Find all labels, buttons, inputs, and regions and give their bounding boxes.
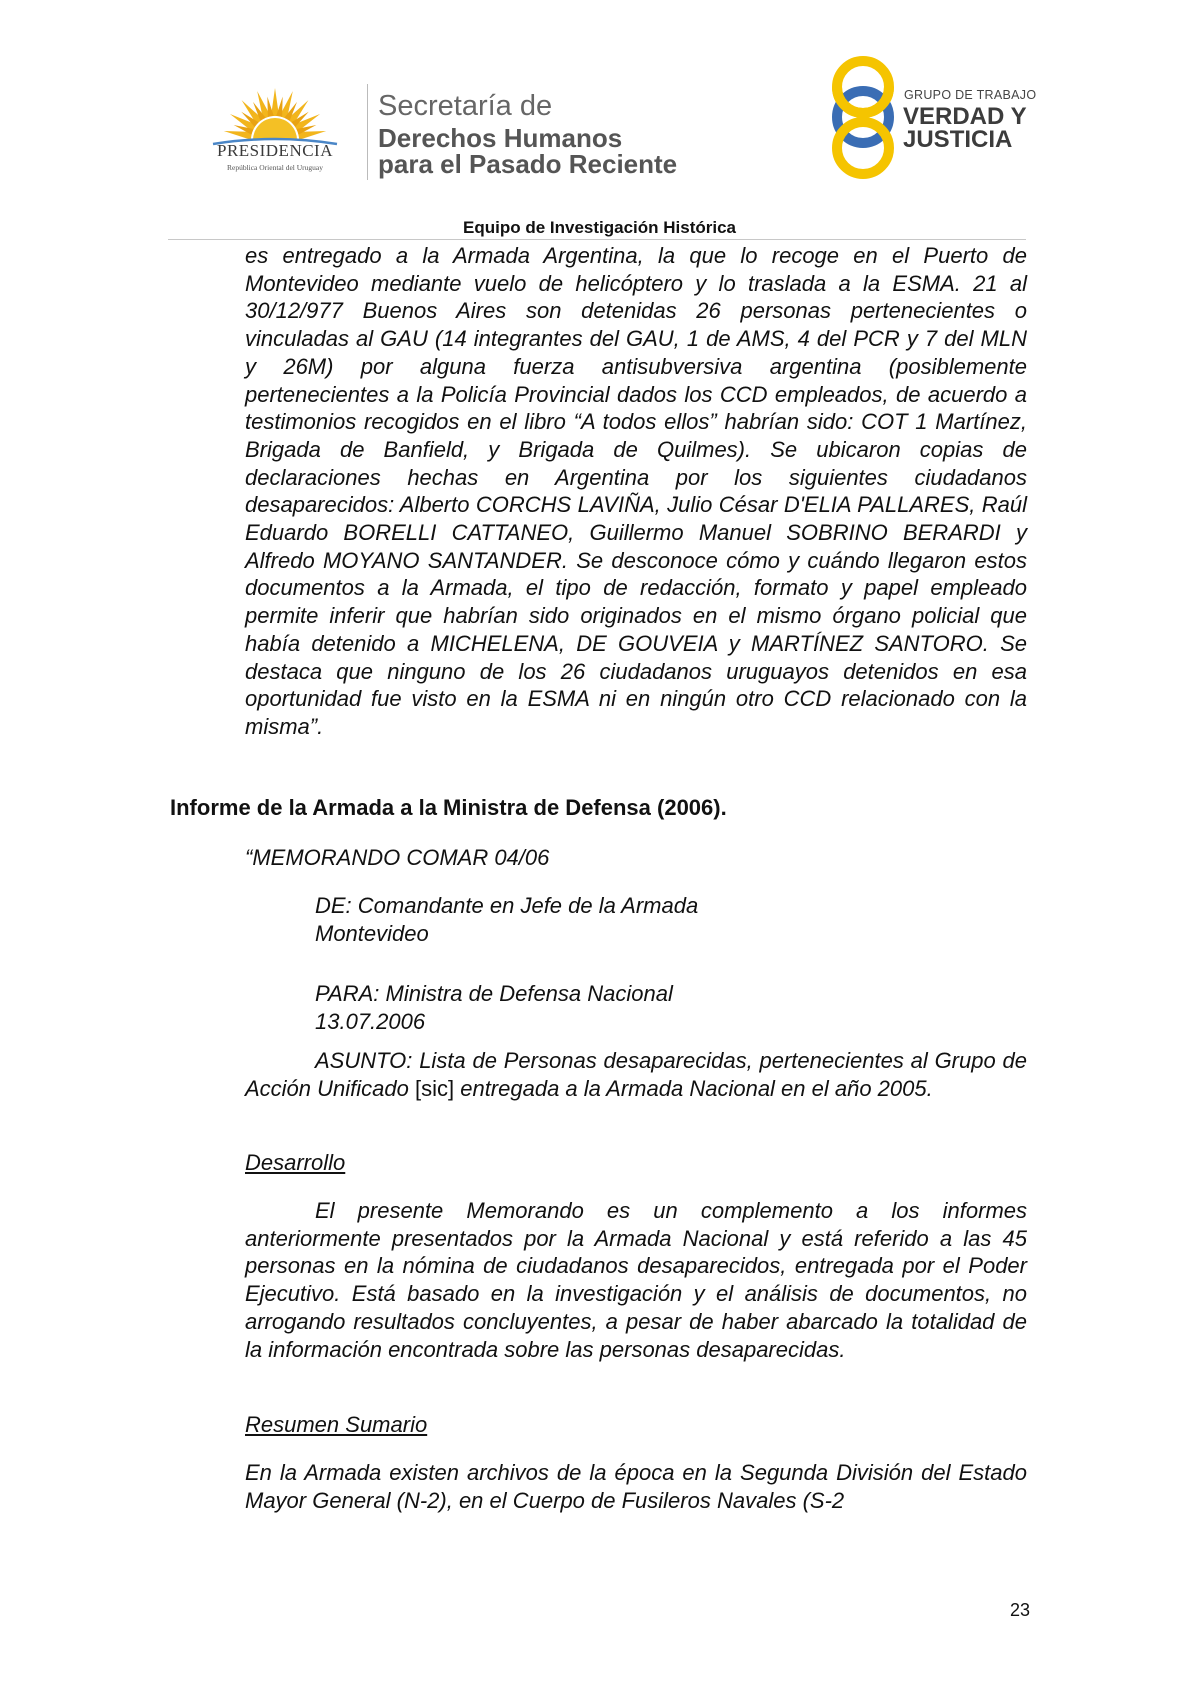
quoted-paragraph: es entregado a la Armada Argentina, la que lo recoge en el Puerto de Montevideo mediante vuelo de helicóptero y lo traslada a la ESMA. 21 al 30/12/977 Buenos Aires son detenidas 26 personas pertenecientes o vinculadas al GAU (14 integrantes del GAU, 1 de AMS, 4 del PCR y 7 del MLN y 26M) por alguna fuerza antisubversiva argentina (posiblemente pertenecientes a la Policía Provincial dados los CCD empleados, de acuerdo a testimonios recogidos en el libro “A todos ellos” habrían sido: COT 1 Martínez, Brigada de Banfield, y Brigada de Quilmes). Se ubicaron copias de declaraciones hechas en Argentina por los siguientes ciudadanos desaparecidos: Alberto CORCHS LAVIÑA, Julio César D'ELIA PALLARES, Raúl Eduardo BORELLI CATTANEO, Guillermo Manuel SOBRINO BERARDI y Alfredo MOYANO SANTANDER. Se desconoce cómo y cuándo llegaron estos documentos a la Armada, el tipo de redacción, formato y papel empleado permite inferir que habrían sido originados en el mismo órgano policial que había detenido a MICHELENA, DE GOUVEIA y MARTÍNEZ SANTORO. Se destaca que ninguno de los 26 ciudadanos uruguayos detenidos en esa oportunidad fue visto en la ESMA ni en ningún otro CCD relacionado con la misma”. <box>245 243 1027 739</box>
memo-subject-b: entregada a la Armada Nacional en el año 2005. <box>454 1075 933 1101</box>
secretaria-line-3: para el Pasado Reciente <box>378 149 678 179</box>
header-rule <box>168 239 1026 240</box>
grupo-line-1: GRUPO DE TRABAJO <box>904 88 1037 102</box>
secretaria-line-1: Secretaría de <box>378 90 553 122</box>
memo-subject-a: ASUNTO: Lista de Personas desaparecidas, pertenecientes al Grupo de Acción Unificado <box>245 1048 1027 1101</box>
memo-date: 13.07.2006 <box>315 1008 426 1034</box>
desarrollo-title: Desarrollo <box>245 1150 346 1175</box>
resumen-paragraph: En la Armada existen archivos de la época en la Segunda División del Estado Mayor General (N-2), en el Cuerpo de Fusileros Navales (S-2 <box>245 1460 1027 1513</box>
grupo-line-2: VERDAD Y <box>903 103 1027 130</box>
memo-from <box>315 892 698 947</box>
grupo-line-3: JUSTICIA <box>903 126 1013 153</box>
presidencia-label: PRESIDENCIA <box>216 141 333 160</box>
memo-from-place: Montevideo <box>315 920 429 946</box>
memo-from-line: DE: Comandante en Jefe de la Armada <box>315 893 699 918</box>
memo-subject <box>245 1047 1027 1102</box>
secretaria-line-2: Derechos Humanos <box>378 123 623 153</box>
memo-title: “MEMORANDO COMAR 04/06 <box>245 845 550 870</box>
desarrollo-paragraph: El presente Memorando es un complemento a los informes anteriormente presentados por la Armada Nacional y está referido a las 45 personas en la nómina de ciudadanos desaparecidos, entregada por el Poder Ejecutivo. Está basado en la investigación y el análisis de documentos, no arrogando resultados concluyentes, a pesar de haber abarcado la totalidad de la información encontrada sobre las personas desaparecidas. <box>245 1198 1027 1362</box>
page-number: 23 <box>1009 1600 1030 1620</box>
presidencia-subtitle: República Oriental del Uruguay <box>226 163 323 172</box>
team-title: Equipo de Investigación Histórica <box>463 218 736 237</box>
memo-to <box>315 980 673 1035</box>
section-heading: Informe de la Armada a la Ministra de Defensa (2006). <box>170 795 727 820</box>
interlocking-rings-icon <box>822 55 904 180</box>
page-header <box>0 0 1191 240</box>
resumen-title: Resumen Sumario <box>245 1412 428 1437</box>
sic-marker: [sic] <box>414 1075 455 1101</box>
header-divider <box>367 84 368 180</box>
memo-to-line: PARA: Ministra de Defensa Nacional <box>315 981 673 1006</box>
